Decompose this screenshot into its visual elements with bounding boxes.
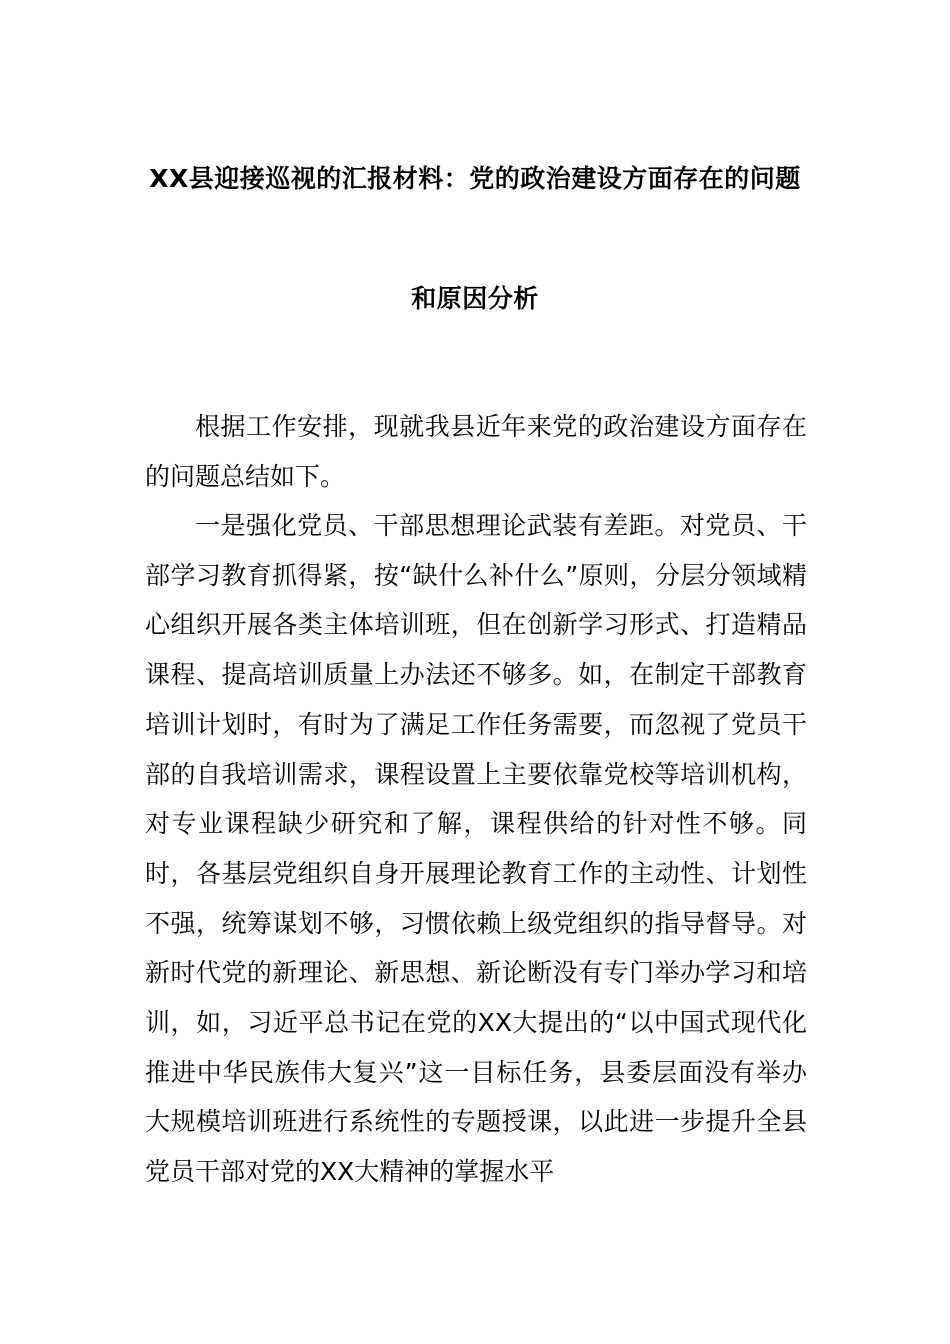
paragraph-intro — [145, 402, 807, 501]
paragraph-text: 根据工作安排，现就我县近年来党的政治建设方面存在的问题总结如下。 — [145, 412, 807, 491]
paragraph-point-one — [145, 501, 807, 1197]
document-title-line-2: 和原因分析 — [411, 284, 539, 313]
document-title-line-1: XX县迎接巡视的汇报材料：党的政治建设方面存在的问题 — [149, 164, 801, 193]
paragraph-text: 一是强化党员、干部思想理论武装有差距。对党员、干部学习教育抓得紧，按“缺什么补什么”原则，分层分领域精心组织开展各类主体培训班，但在创新学习形式、打造精品课程、提高培训质量上办法还不够多。如，在制定干部教育培训计划时，有时为了满足工作任务需要，而忽视了党员干部的自我培训需求，课程设置上主要依靠党校等培训机构，对专业课程缺少研究和了解，课程供给的针对性不够。同时，各基层党组织自身开展理论教育工作的主动性、计划性不强，统筹谋划不够，习惯依赖上级党组织的指导督导。对新时代党的新理论、新思想、新论断没有专门举办学习和培训，如，习近平总书记在党的XX大提出的“以中国式现代化推进中华民族伟大复兴”这一目标任务，县委层面没有举办大规模培训班进行系统性的专题授课，以此进一步提升全县党员干部对党的XX大精神的掌握水平 — [145, 511, 807, 1187]
